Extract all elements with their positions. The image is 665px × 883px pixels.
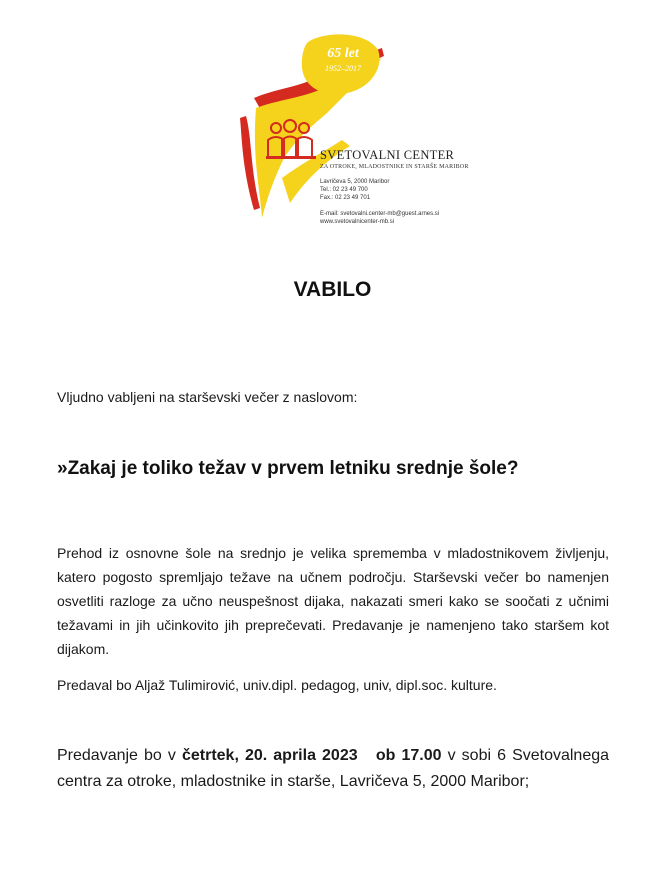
email: E-mail: svetovalni.center-mb@guest.arnes.si bbox=[320, 211, 440, 217]
anniversary-badge bbox=[307, 40, 379, 98]
lecture-headline: »Zakaj je toliko težav v prvem letniku srednje šole? bbox=[57, 458, 519, 479]
website: www.svetovalnicenter-mb.si bbox=[320, 219, 395, 225]
badge-years: 65 let bbox=[327, 46, 359, 61]
fax: Fax.: 02 23 49 701 bbox=[320, 195, 371, 201]
contact-block bbox=[320, 178, 439, 226]
event-prefix: Predavanje bo v bbox=[57, 747, 182, 764]
event-location: v sobi 6 Svetovalnega centra za otroke, mladostnike in starše, Lavričeva 5, 2000 Maribor; bbox=[57, 747, 610, 790]
address: Lavričeva 5, 2000 Maribor bbox=[320, 179, 390, 185]
org-name: SVETOVALNI CENTER bbox=[320, 148, 455, 162]
event-details bbox=[57, 743, 609, 795]
page-title: VABILO bbox=[293, 278, 372, 301]
event-date: četrtek, 20. aprila 2023 bbox=[181, 747, 358, 764]
logo bbox=[232, 28, 472, 233]
contact-gap bbox=[320, 202, 439, 210]
lecturer-line: Predaval bo Aljaž Tulimirović, univ.dipl. pedagog, univ, dipl.soc. kulture. bbox=[57, 677, 497, 693]
org-block bbox=[320, 148, 480, 170]
description-paragraph: Prehod iz osnovne šole na srednjo je velika sprememba v mladostnikovem življenju, katero pogosto spremljajo težave na učnem področju. Starševski večer bo namenjen osvetliti razloge za učno neuspešnost dijaka, nakazati smeri kako se soočati z učnimi težavami in jih učinkovito jih preprečevati. Predavanje je namenjeno tako staršem kot dijakom. bbox=[57, 545, 609, 657]
org-subtitle: ZA OTROKE, MLADOSTNIKE IN STARŠE MARIBOR bbox=[320, 164, 469, 170]
event-time: ob 17.00 bbox=[375, 747, 442, 764]
tel: Tel.: 02 23 49 700 bbox=[320, 187, 368, 193]
badge-dates: 1952–2017 bbox=[325, 64, 361, 73]
intro-text: Vljudno vabljeni na starševski večer z naslovom: bbox=[57, 389, 358, 405]
